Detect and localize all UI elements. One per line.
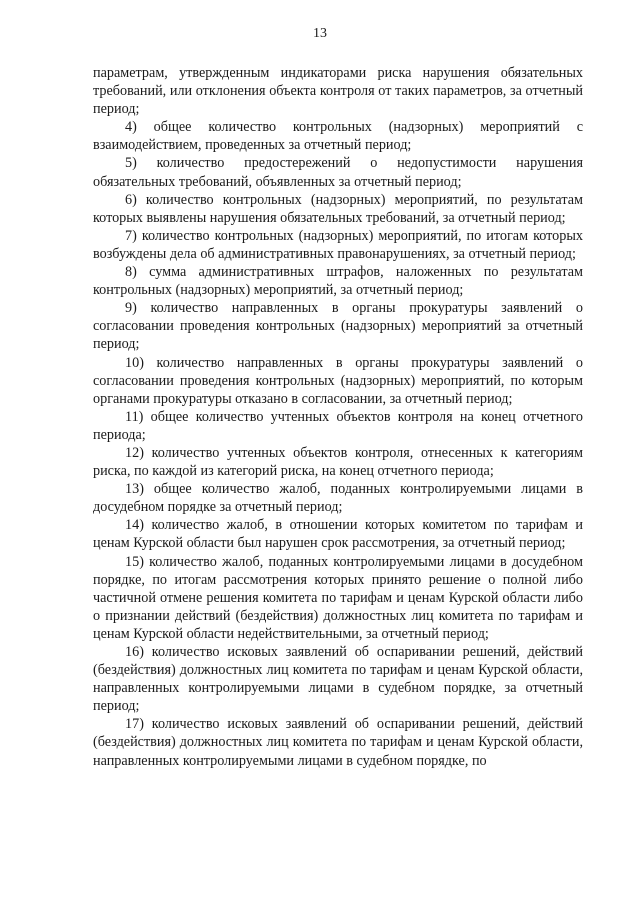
list-item-9: 9) количество направленных в органы прокуратуры заявлений о согласовании проведения контрольных (надзорных) мероприятий за отчетный период; bbox=[93, 300, 583, 353]
list-item-17: 17) количество исковых заявлений об оспаривании решений, действий (бездействия) должностных лиц комитета по тарифам и ценам Курской области, направленных контролируемыми лицами в судебном порядке, по bbox=[93, 716, 583, 769]
list-item-5: 5) количество предостережений о недопустимости нарушения обязательных требований, объявленных за отчетный период; bbox=[93, 155, 583, 190]
list-item-7: 7) количество контрольных (надзорных) мероприятий, по итогам которых возбуждены дела об административных правонарушениях, за отчетный период; bbox=[93, 227, 583, 262]
list-item-14: 14) количество жалоб, в отношении которых комитетом по тарифам и ценам Курской области был нарушен срок рассмотрения, за отчетный период; bbox=[93, 517, 583, 552]
list-item-13: 13) общее количество жалоб, поданных контролируемыми лицами в досудебном порядке за отчетный период; bbox=[93, 481, 583, 516]
page-number: 13 bbox=[313, 26, 327, 41]
list-item-11: 11) общее количество учтенных объектов контроля на конец отчетного периода; bbox=[93, 408, 583, 443]
list-item-10: 10) количество направленных в органы прокуратуры заявлений о согласовании проведения контрольных (надзорных) мероприятий, по которым органами прокуратуры отказано в согласовании, за отчетный период; bbox=[93, 354, 583, 407]
paragraph-continuation: параметрам, утвержденным индикаторами риска нарушения обязательных требований, или отклонения объекта контроля от таких параметров, за отчетный период; bbox=[93, 65, 583, 118]
list-item-15: 15) количество жалоб, поданных контролируемыми лицами в досудебном порядке, по итогам рассмотрения которых принято решение о полной либо частичной отмене решения комитета по тарифам и ценам Курской области либо о признании действий (бездействия) должностных лиц комитета по тарифам и ценам Курской области недействительными, за отчетный период; bbox=[93, 553, 583, 642]
list-item-8: 8) сумма административных штрафов, наложенных по результатам контрольных (надзорных) мероприятий, за отчетный период; bbox=[93, 264, 583, 299]
list-item-6: 6) количество контрольных (надзорных) мероприятий, по результатам которых выявлены нарушения обязательных требований, за отчетный период; bbox=[93, 191, 583, 226]
document-body bbox=[93, 64, 583, 770]
list-item-4: 4) общее количество контрольных (надзорных) мероприятий с взаимодействием, проведенных за отчетный период; bbox=[93, 119, 583, 154]
list-item-12: 12) количество учтенных объектов контроля, отнесенных к категориям риска, по каждой из категорий риска, на конец отчетного периода; bbox=[93, 444, 583, 480]
list-item-16: 16) количество исковых заявлений об оспаривании решений, действий (бездействия) должностных лиц комитета по тарифам и ценам Курской области, направленных контролируемыми лицами в судебном порядке, за отчетный период; bbox=[93, 644, 583, 715]
